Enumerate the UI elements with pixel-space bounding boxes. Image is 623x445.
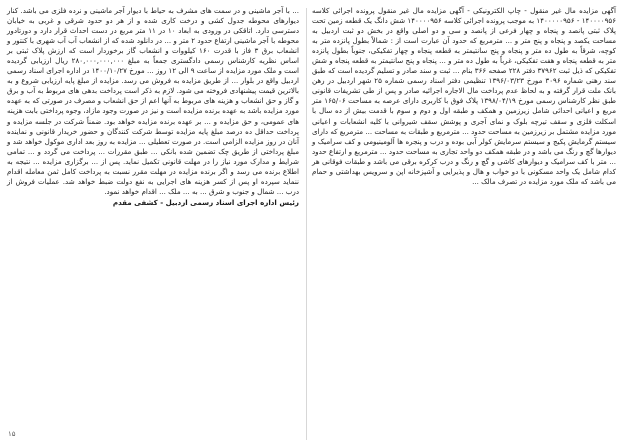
signature-line: رئیس اداره اجرای اسناد رسمی اردبیل - کشفی مقدم	[112, 197, 299, 207]
ad-column-left	[3, 6, 303, 436]
column-divider	[306, 8, 307, 440]
ad-text-right: آگهی مزایده مال غیر منقول - چاپ الکترونیکی - آگهی مزایده مال غیر منقول پرونده اجرائی کلاسه ۱۴۰۰۰۰۹۵۶ - ۱۴۰۰۰۰۰۹۵۶ به موجب پرونده اجرائی کلاسه ۱۴۰۰۰۰۹۵۶ شش دانگ یک قطعه زمین تحت پلاک ثبتی پانصد و پنجاه و چهار فرعی از پانصد و سی و دو اصلی واقع در بخش دو ثبت اردبیل به مساحت یکصد و پنجاه و پنج متر و ... مترمربع که حدود آن عبارت است از : شمالاً بطول پانزده متر به کوچه، شرقاً به طول ده متر و پنجاه و پنج سانتیمتر به قطعه پنجاه و چهار تفکیکی، جنوباً بطول پانزده متر به قطعه پنجاه و هفت تفکیکی، غرباً به طول ده متر و ... پنجاه و پنج سانتیمتر به قطعه پنجاه و شش تفکیکی که ذیل ثبت ۳۷۹۶۲ دفتر ۲۲۸ صفحه ۳۶۶ بنام ... ثبت و سند صادر و تسلیم گردیده است که طبق سند رهنی شماره ۳۰۹۶ مورخ ۱۳۹۶/۰۳/۲۳ تنظیمی دفتر اسناد رسمی شماره ۲۵ شهر اردبیل در رهن بانک ملت قرار گرفته و به لحاظ عدم پرداخت مال الاجاره اجرائیه صادر و پس از طی تشریفات قانونی طبق نظر کارشناس رسمی مورخ ۱۳۹۸/۰۴/۱۹ پلاک فوق با کاربری دارای عرصه به مساحت ۱۶۵/۰۶ متر مربع و اعیانی احداثی شامل زیرزمین و همکف و طبقه اول و دوم و سوم با قدمت بیش از ده سال با اسکلت فلزی و سقف تیرچه بلوک و نمای آجری و پوشش سقف شیروانی با کلیه انشعابات و اعیانی مورد مزایده مشتمل بر زیرزمین به مساحت حدود ... مترمربع و طبقات به مساحت ... مترمربع که دارای سیستم گرمایش پکیج و سیستم سرمایش کولر آبی بوده و درب و پنجره ها آلومینیومی و کف سرامیک و دیوارها گچ و رنگ می باشد و در طبقه همکف دو واحد تجاری به مساحت حدود ... مترمربع و ارتفاع حدود ... متر با کف سرامیک و دیوارهای کاشی و گچ و رنگ و درب کرکره برقی می باشد و طبقات فوقانی هر کدام شامل یک واحد مسکونی با دو خواب و هال و پذیرایی و آشپزخانه اپن و سرویس بهداشتی و حمام می باشد که ملک مورد مزایده در تصرف مالک ...	[312, 6, 617, 186]
ad-column-right	[308, 6, 620, 436]
ad-text-left: ... با آجر ماشینی و در سمت های مشرف به حیاط با دیوار آجر ماشینی و نرده فلزی می باشد. کنار دیوارهای محوطه جدول کشی و درخت کاری شده و از هر دو حدود شرقی و غربی به خیابان دسترسی دارد. اتاقکی در ورودی به ابعاد ۱۰ در ۱۱ متر مربع در دست احداث قرار دارد و دورتادور محوطه با آجر ماشینی ارتفاع حدود ۲ متر و ... در دانلود شده که از انشعاب آب آب شهری با کنتور و انشعاب برق ۳ فاز با قدرت ۱۶۰ کیلووات و انشعاب گاز برخوردار است که ارزش پلاک ثبتی بر اساس نظریه کارشناس رسمی دادگستری جمعاً به مبلغ ۲۸۰,۰۰۰,۰۰۰,۰۰۰ ریال ارزیابی گردیده است و ملک مورد مزایده از ساعت ۹ الی ۱۲ روز ... مورخ ۱۴۰۰/۱۰/۲۷ در اداره اجرای اسناد رسمی اردبیل واقع در بلوار ... از طریق مزایده به فروش می رسد. مزایده از مبلغ پایه ارزیابی شروع و به بالاترین قیمت پیشنهادی فروخته می شود. لازم به ذکر است پرداخت بدهی های مربوط به آب و برق و گاز و حق انشعاب و هزینه های مربوط به آنها اعم از حق انشعاب و مصرف در صورتی که به عهده مورد مزایده باشد به عهده برنده مزایده است و نیز در صورت وجود مازاد، وجوه پرداختی بابت هزینه های عمومی، و حق مزایده و ... بر عهده برنده مزایده خواهد بود. ضمناً شرکت در جلسه مزایده و پرداخت حداقل ده درصد مبلغ پایه مزایده توسط شرکت کنندگان و حضور خریدار قانونی و نماینده آنان در روز مزایده الزامی است. در صورت تعطیلی ... مزایده به روز بعد اداری موکول خواهد شد و مبلغ پرداختی از طریق چک تضمین شده بانکی ... طبق مقررات ... پرداخت می گردد و ... تمامی شرایط و مدارک مورد نیاز را در مهلت قانونی تکمیل نماید. پس از ... برگزاری مزایده ... نتیجه به اطلاع برنده می رسد و اگر برنده مزایده در مهلت مقرر نسبت به پرداخت کامل ثمن معامله اقدام ننماید سپرده او پس از کسر هزینه های اجرایی به نفع دولت ضبط خواهد شد. عملیات فروش از درب ... شمال و جنوب و شرق ... به ... ملک ... اقدام خواهد نمود.	[7, 6, 300, 196]
page-number: ۱۵	[8, 430, 16, 438]
